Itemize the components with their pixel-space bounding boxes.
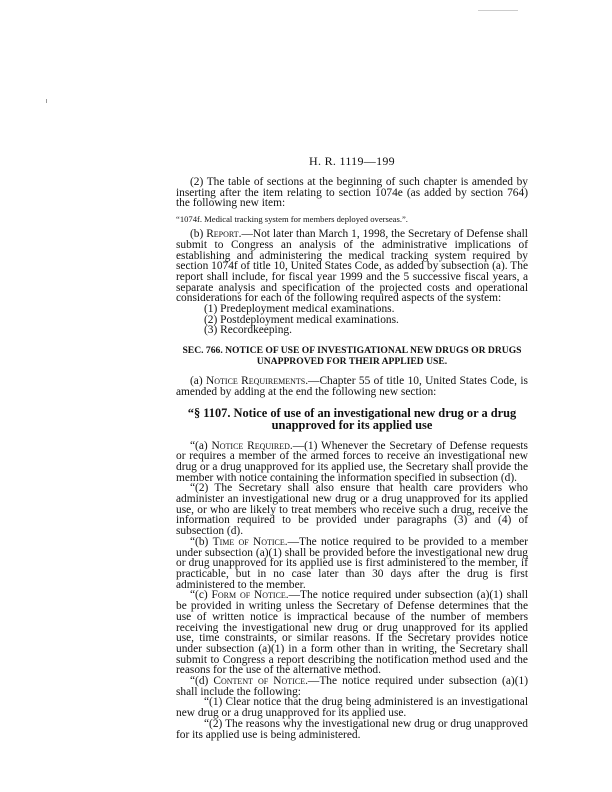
report-text: .—Not later than March 1, 1998, the Secretary of Defense shall submit to Congress an analysis of the administrative implications of establishing and administering the medical tracking system required by section 1074f of title 10, United States Code, as added by subsection (a). The report shall include, for fiscal year 1999 and the 5 successive fiscal years, a separate analysis and specification of the projected costs and operational considerations for each of the following required aspects of the system: [176,228,528,305]
section-766-heading: SEC. 766. NOTICE OF USE OF INVESTIGATIONAL NEW DRUGS OR DRUGS UNAPPROVED FOR THEIR APPLIED USE. [182,345,522,368]
d2-text: “(2) The reasons why the investigational new drug or drug unapproved for its applied use is being administered. [176,717,528,741]
c-text: .—The notice required under subsection (a)(1) shall be provided in writing unless the Secretary of Defense determines that the use of written notice is impractical because of the number of members receiving the investigational new drug or drug unapproved for its applied use, time constraints, or similar reasons. If the Secretary provides notice under subsection (a)(1) in a form other than in writing, the Secretary shall submit to Congress a report describing the notification method used and the reasons for the use of the alternative method. [176,589,529,677]
scan-speck [46,99,47,103]
report-item: (3) Recordkeeping. [204,324,292,337]
notice-req-lead: (a) [190,375,207,388]
para-2-text: (2) The table of sections at the beginning of such chapter is amended by inserting after the item relating to section 1074e (as added by section 764) the following new item: [176,176,528,210]
d-text: .—The notice required under subsection (a)(1) shall include the following: [176,675,528,698]
d-lead: “(d) [190,675,214,688]
c-lead: “(c) [190,589,212,602]
d1-text: “(1) Clear notice that the drug being administered is an investigational new drug or a drug unapproved for its applied use. [176,696,528,720]
section-1107-heading: “§ 1107. Notice of use of an investigational new drug or a drug unapproved for its applied use [187,405,517,433]
report-caption: Report [206,228,239,241]
subsection-notice-requirements [176,376,528,397]
b-lead: “(b) [190,535,213,548]
text-column [176,155,528,740]
c-caption: Form of Notice [211,589,286,602]
report-item: (1) Predeployment medical examinations. [204,303,395,316]
a1-lead: “(a) [190,439,212,452]
a1-text: .—(1) Whenever the Secretary of Defense requests or requires a member of the armed forces to receive an investigational new drug or a drug unapproved for its applied use, the Secretary shall provide the member with notice containing the information specified in subsection (d). [176,439,528,484]
b-text: .—The notice required to be provided to a member under subsection (a)(1) shall be provided before the investigational new drug or drug unapproved for its applied use is first administered to the member, if practicable, but in no case later than 30 days after the drug is first administered to the member. [176,535,528,591]
subsection-report [176,229,528,336]
quoted-item [176,214,528,224]
section-1107-body [176,441,528,741]
report-item: (2) Postdeployment medical examinations. [204,313,399,326]
paragraph-table-of-sections [176,177,528,209]
report-lead: (b) [190,228,207,241]
page-header: H. R. 1119—199 [309,154,395,168]
notice-req-text: .—Chapter 55 of title 10, United States Code, is amended by adding at the end the following new section: [176,375,528,398]
quoted-item-text: “1074f. Medical tracking system for members deployed overseas.”. [176,214,408,225]
a1-caption: Notice Required [211,439,290,452]
b-caption: Time of Notice [212,535,285,548]
notice-req-caption: Notice Requirements [206,375,306,388]
scan-speck [478,10,518,11]
a2-text: “(2) The Secretary shall also ensure that health care providers who administer an investigational new drug or a drug unapproved for its applied use, or who are likely to treat members who receive such a drug, receive the information required to be provided under paragraphs (3) and (4) of subsection (d). [176,482,528,538]
d-caption: Content of Notice [213,675,306,688]
